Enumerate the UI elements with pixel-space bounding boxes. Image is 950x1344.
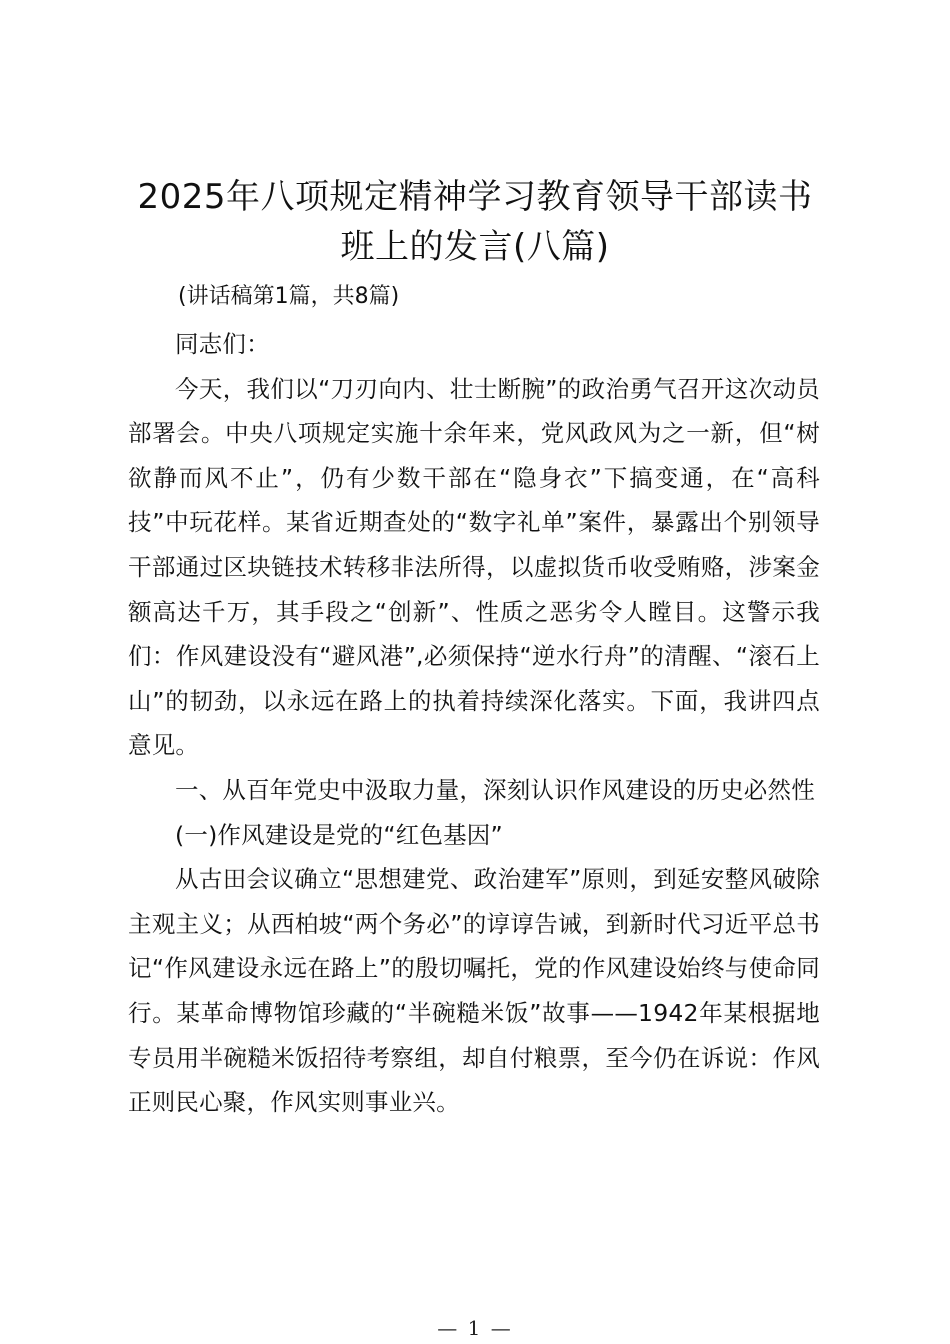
subsection-heading-1: (一)作风建设是党的“红色基因” (175, 820, 503, 849)
title-line-2: 班上的发言(八篇) (340, 227, 610, 267)
paragraph-intro: 今天，我们以“刀刃向内、壮士断腕”的政治勇气召开这次动员部署会。中央八项规定实施十余年来，党风政风为之一新，但“树欲静而风不止”，仍有少数干部在“隐身衣”下搞变通，在“高科技”中玩花样。某省近期查处的“数字礼单”案件，暴露出个别领导干部通过区块链技术转移非法所得，以虚拟货币收受贿赂，涉案金额高达千万，其手段之“创新”、性质之恶劣令人瞠目。这警示我们：作风建设没有“避风港”,必须保持“逆水行舟”的清醒、“滚石上山”的韧劲，以永远在路上的执着持续深化落实。下面，我讲四点意见。 (128, 374, 820, 760)
page-number: — 1 — (437, 1316, 513, 1340)
section-heading-1: 一、从百年党史中汲取力量，深刻认识作风建设的历史必然性 (175, 775, 815, 804)
salutation: 同志们： (175, 330, 270, 358)
document-title (110, 172, 840, 272)
title-line-1: 2025年八项规定精神学习教育领导干部读书 (137, 177, 813, 217)
document-subtitle: (讲话稿第1篇，共8篇) (178, 284, 400, 309)
paragraph-history: 从古田会议确立“思想建党、政治建军”原则，到延安整风破除主观主义；从西柏坡“两个务必”的谆谆告诫，到新时代习近平总书记“作风建设永远在路上”的殷切嘱托，党的作风建设始终与使命同行。某革命博物馆珍藏的“半碗糙米饭”故事——1942年某根据地专员用半碗糙米饭招待考察组，却自付粮票，至今仍在诉说：作风正则民心聚，作风实则事业兴。 (128, 865, 820, 1117)
document-body (128, 322, 820, 1125)
